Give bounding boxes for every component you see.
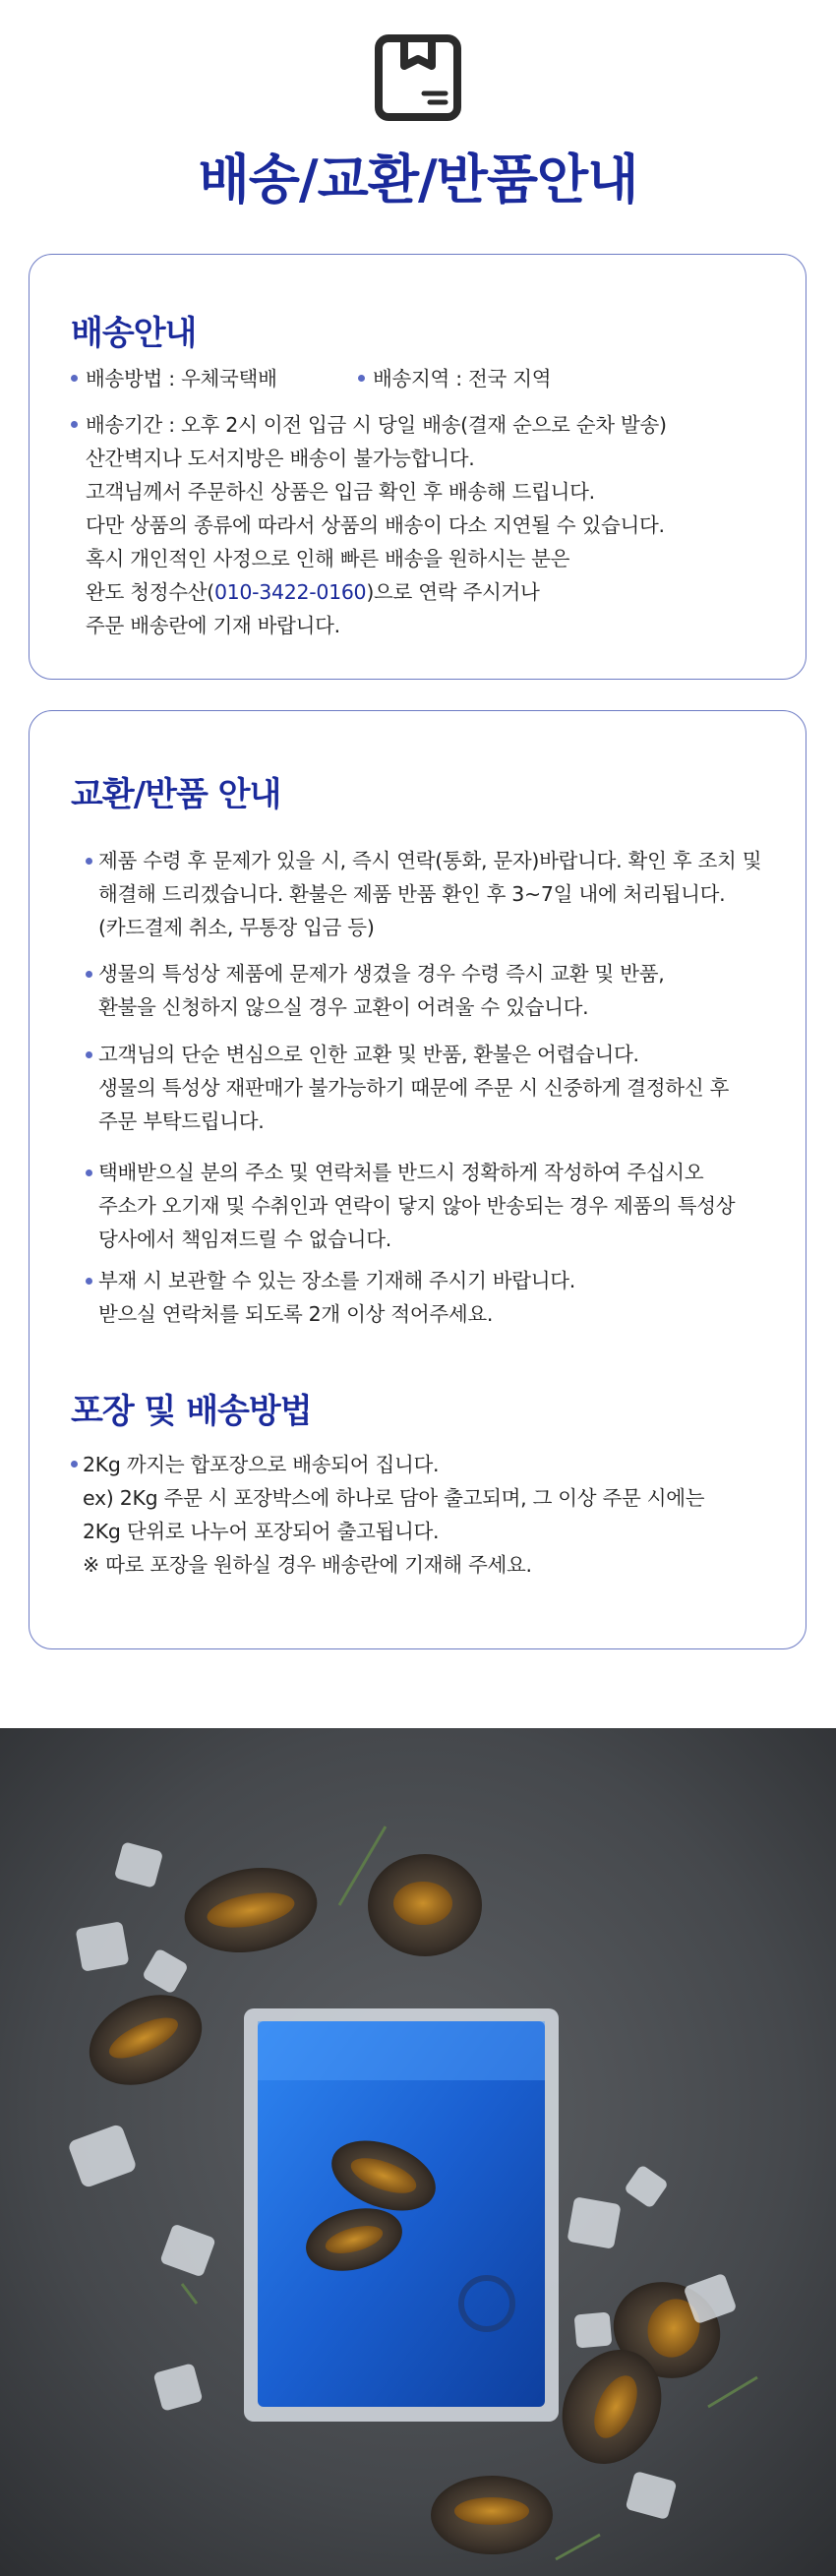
bullet-dot — [358, 375, 365, 382]
shipping-method: 배송방법 : 우체국택배 — [71, 362, 277, 395]
shipping-period: 배송기간 : 오후 2시 이전 입금 시 당일 배송(결재 순으로 순차 발송) 산간벽지나 도서지방은 배송이 불가능합니다. 고객님께서 주문하신 상품은 입금 확인 후 배송해 드립니다. 다만 상품의 종류에 따라서 상품의 배송이 다소 지연될 수 있습니다. 혹시 개인적인 사정으로 인해 빠른 배송을 원하시는 분은 완도 청정수산(010-3422-0160)으로 연락 주시거나 주문 배송란에 기재 바랍니다. — [71, 408, 667, 642]
exchange-section-title: 교환/반품 안내 — [71, 775, 281, 814]
bullet-dot — [71, 1461, 78, 1468]
exchange-item: 부재 시 보관할 수 있는 장소를 기재해 주시기 바랍니다. 받으실 연락처를 되도록 2개 이상 적어주세요. — [98, 1264, 575, 1331]
exchange-item: 생물의 특성상 제품에 문제가 생겼을 경우 수령 즉시 교환 및 반품, 환불을 신청하지 않으실 경우 교환이 어려울 수 있습니다. — [98, 957, 664, 1024]
bullet-dot — [86, 858, 92, 865]
contact-phone[interactable]: 010-3422-0160 — [213, 580, 367, 604]
bullet-dot — [86, 971, 92, 978]
bullet-dot — [71, 375, 78, 382]
bullet-dot — [86, 1051, 92, 1058]
shipping-section-title: 배송안내 — [71, 314, 197, 353]
bullet-dot — [86, 1169, 92, 1176]
contact-line: 완도 청정수산(010-3422-0160)으로 연락 주시거나 — [86, 580, 540, 604]
exchange-item: 고객님의 단순 변심으로 인한 교환 및 반품, 환불은 어렵습니다. 생물의 특성상 재판매가 불가능하기 때문에 주문 시 신중하게 결정하신 후 주문 부탁드립니다. — [98, 1038, 729, 1138]
exchange-item: 택배받으실 분의 주소 및 연락처를 반드시 정확하게 작성하여 주십시오 주소가 오기재 및 수취인과 연락이 닿지 않아 반송되는 경우 제품의 특성상 당사에서 책임져드릴 수 없습니다. — [98, 1156, 735, 1256]
page-title: 배송/교환/반품안내 — [198, 149, 638, 210]
packaging-section-title: 포장 및 배송방법 — [71, 1392, 312, 1431]
product-photo — [0, 1728, 836, 2576]
bullet-dot — [86, 1278, 92, 1285]
shipping-region: 배송지역 : 전국 지역 — [358, 362, 551, 395]
packaging-text: 2Kg 까지는 합포장으로 배송되어 집니다. ex) 2Kg 주문 시 포장박스에 하나로 담아 출고되며, 그 이상 주문 시에는 2Kg 단위로 나누어 포장되어 출고됩니다. ※ 따로 포장을 원하실 경우 배송란에 기재해 주세요. — [71, 1448, 704, 1582]
page-header — [0, 0, 836, 226]
bullet-dot — [71, 421, 78, 428]
package-box-icon — [373, 32, 463, 123]
exchange-item: 제품 수령 후 문제가 있을 시, 즉시 연락(통화, 문자)바랍니다. 확인 후 조치 및 해결해 드리겠습니다. 환불은 제품 반품 환인 후 3~7일 내에 처리됩니다. (카드결제 취소, 무통장 입금 등) — [98, 844, 761, 944]
